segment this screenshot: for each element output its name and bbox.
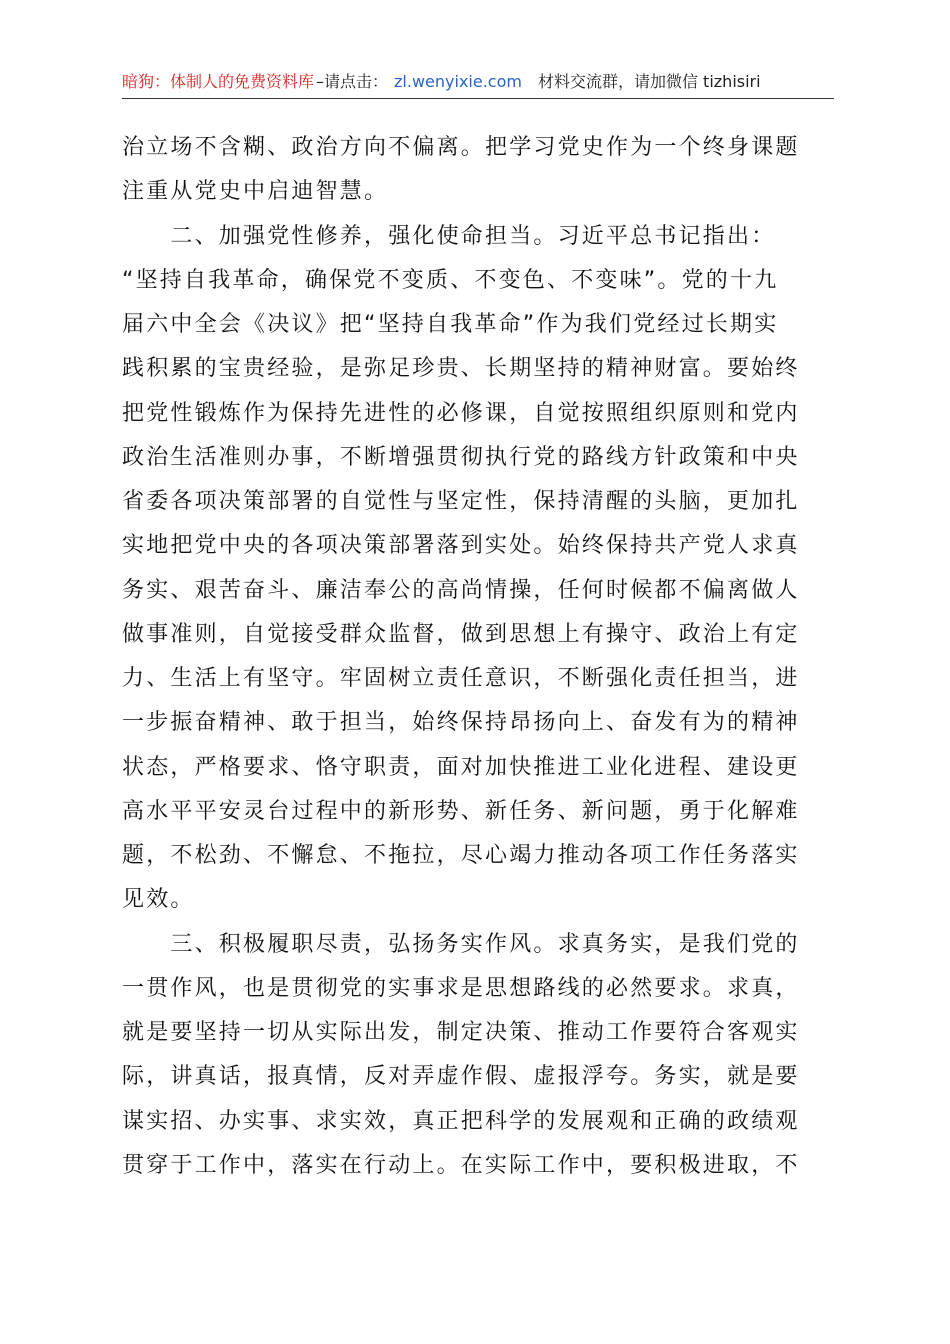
header-prompt: –请点击： xyxy=(316,72,389,91)
text-line: 题，不松劲、不懈怠、不拖拉，尽心竭力推动各项工作任务落实 xyxy=(122,843,800,868)
header-wechat-note: 材料交流群，请加微信 tizhisiri xyxy=(537,72,761,91)
text-line: 务实、艰苦奋斗、廉洁奉公的高尚情操，任何时候都不偏离做人 xyxy=(122,577,800,603)
text-line: 贯穿于工作中，落实在行动上。在实际工作中，要积极进取，不 xyxy=(122,1152,800,1178)
text-line: 届六中全会《决议》把“坚持自我革命”作为我们党经过长期实 xyxy=(122,312,779,337)
text-line: 省委各项决策部署的自觉性与坚定性，保持清醒的头脑，更加扎 xyxy=(122,489,800,514)
text-line: 力、生活上有坚守。牢固树立责任意识，不断强化责任担当，进 xyxy=(122,666,800,691)
text-line: 一步振奋精神、敢于担当，始终保持昂扬向上、奋发有为的精神 xyxy=(122,710,800,736)
header-divider xyxy=(122,98,834,99)
text-line: 践积累的宝贵经验，是弥足珍贵、长期坚持的精神财富。要始终 xyxy=(122,356,800,382)
text-line: 治立场不含糊、政治方向不偏离。把学习党史作为一个终身课题 xyxy=(122,135,800,160)
text-line: 就是要坚持一切从实际出发，制定决策、推动工作要符合客观实 xyxy=(122,1020,800,1045)
text-line: 高水平平安灵台过程中的新形势、新任务、新问题，勇于化解难 xyxy=(122,798,800,824)
text-line: 谋实招、办实事、求实效，真正把科学的发展观和正确的政绩观 xyxy=(122,1108,800,1134)
section-heading-line: 三、积极履职尽责，弘扬务实作风。求真务实，是我们党的 xyxy=(122,931,800,957)
body-text xyxy=(122,126,834,1188)
text-line: 做事准则，自觉接受群众监督，做到思想上有操守、政治上有定 xyxy=(122,621,800,647)
text-line: “坚持自我革命，确保党不变质、不变色、不变味”。党的十九 xyxy=(122,267,779,293)
text-line: 把党性锻炼作为保持先进性的必修课，自觉按照组织原则和党内 xyxy=(122,400,800,426)
header-url-link[interactable]: zl.wenyixie.com xyxy=(394,72,522,91)
text-line: 状态，严格要求、恪守职责，面对加快推进工业化进程、建设更 xyxy=(122,754,800,780)
text-line: 际，讲真话，报真情，反对弄虚作假、虚报浮夸。务实，就是要 xyxy=(122,1064,800,1090)
text-line: 一贯作风，也是贯彻党的实事求是思想路线的必然要求。求真， xyxy=(122,975,800,1001)
page-header xyxy=(122,68,834,96)
text-line: 见效。 xyxy=(122,887,195,913)
section-heading-line: 二、加强党性修养，强化使命担当。习近平总书记指出： xyxy=(122,223,776,249)
text-line: 实地把党中央的各项决策部署落到实处。始终保持共产党人求真 xyxy=(122,533,800,559)
header-brand: 暗狗：体制人的免费资料库 xyxy=(122,72,315,91)
text-line: 政治生活准则办事，不断增强贯彻执行党的路线方针政策和中央 xyxy=(122,444,800,470)
text-line: 注重从党史中启迪智慧。 xyxy=(122,179,389,205)
